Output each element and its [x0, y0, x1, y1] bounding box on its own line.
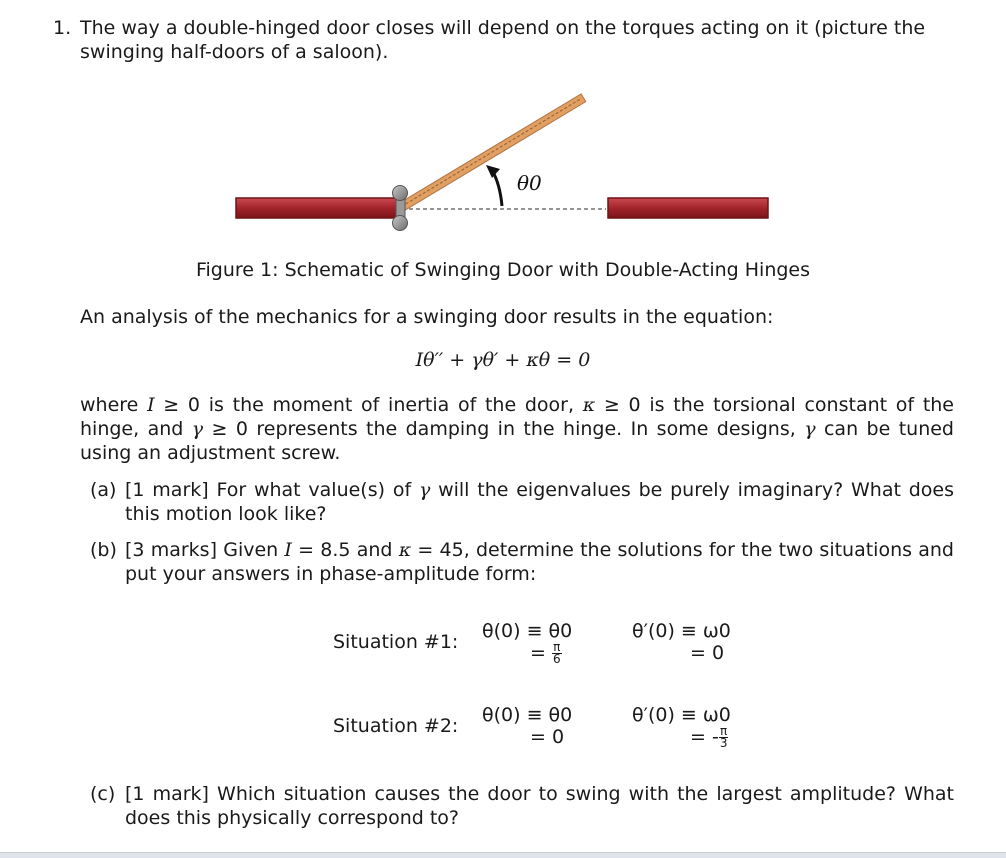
- question-number: 1.: [53, 17, 72, 39]
- theta-definition: θ(0) ≡ θ0: [482, 704, 573, 726]
- where-text: ≥ 0 represents the damping in the hinge. In some designs,: [203, 418, 805, 440]
- where-paragraph: [80, 393, 954, 465]
- where-text: can be tuned using an adjustment screw.: [80, 418, 954, 464]
- where-text: ≥ 0 is the moment of inertia of the door,: [154, 394, 583, 416]
- swinging-door: [398, 94, 586, 212]
- where-text: where: [80, 394, 148, 416]
- situation-2-omega: [632, 704, 731, 749]
- symbol-inertia: I: [147, 394, 155, 416]
- intro-text: An analysis of the mechanics for a swinging door results in the equation:: [80, 306, 774, 328]
- numerator: π: [720, 724, 728, 738]
- part-a-text: [125, 478, 954, 526]
- denominator: 3: [719, 736, 728, 750]
- part-b: [90, 538, 954, 586]
- mechanics-equation: Iθ′′ + γθ′ + κθ = 0: [415, 349, 591, 371]
- symbol-gamma: γ: [804, 418, 816, 440]
- denominator: 6: [552, 652, 561, 666]
- part-label: (a): [90, 479, 117, 501]
- situation-2-label: Situation #2:: [333, 715, 459, 737]
- door-schematic: [230, 86, 775, 236]
- omega-value: = 0: [690, 642, 725, 664]
- part-c-text: [1 mark] Which situation causes the door to swing with the largest amplitude? What does this physically correspond to?: [125, 783, 954, 829]
- equals-sign: =: [530, 642, 546, 664]
- symbol-gamma: γ: [418, 479, 431, 501]
- omega-definition: θ′(0) ≡ ω0: [632, 704, 731, 726]
- figure-caption: Figure 1: Schematic of Swinging Door with Double-Acting Hinges: [195, 259, 811, 281]
- symbol-inertia: I: [284, 539, 292, 561]
- numerator: π: [553, 640, 561, 654]
- situation-1-label: Situation #1:: [333, 631, 459, 653]
- swinging-door-figure: [230, 86, 775, 236]
- symbol-gamma: γ: [191, 418, 204, 440]
- part-b-text-1: [3 marks] Given: [125, 539, 285, 561]
- part-a: [90, 478, 954, 526]
- viewer-bottom-bar: [0, 852, 1006, 858]
- angle-arrowhead: [486, 165, 500, 178]
- part-a-text-1: [1 mark] For what value(s) of: [125, 479, 419, 501]
- part-a-text-2: will the eigenvalues be purely imaginary? What does this motion look like?: [125, 479, 954, 525]
- theta-value: = 0: [530, 726, 565, 748]
- angle-label: θ0: [517, 171, 542, 195]
- part-label: (b): [90, 539, 117, 561]
- part-label: (c): [90, 783, 116, 805]
- theta-definition: θ(0) ≡ θ0: [482, 620, 573, 642]
- situation-2-theta: [482, 704, 572, 748]
- equals-minus: = -: [690, 726, 719, 748]
- situation-1-theta: [482, 620, 572, 665]
- fraction: [552, 642, 562, 665]
- situation-1-omega: [632, 620, 731, 664]
- question-1: [53, 16, 958, 64]
- part-c: [90, 782, 954, 830]
- left-door-panel: [236, 198, 400, 218]
- part-b-text-2: = 8.5 and: [291, 539, 399, 561]
- right-door-panel: [608, 198, 768, 218]
- part-b-text: [125, 538, 954, 586]
- part-b-text-3: = 45, determine the solutions for the two situations and put your answers in phase-amplitude form:: [125, 539, 954, 585]
- fraction: [719, 726, 729, 749]
- symbol-kappa: κ: [582, 394, 596, 416]
- symbol-kappa: κ: [398, 539, 412, 561]
- where-text: ≥ 0 is the torsional constant of the hinge, and: [80, 394, 954, 440]
- question-text: The way a double-hinged door closes will depend on the torques acting on it (picture the swinging half-doors of a saloon).: [80, 17, 926, 63]
- omega-definition: θ′(0) ≡ ω0: [632, 620, 731, 642]
